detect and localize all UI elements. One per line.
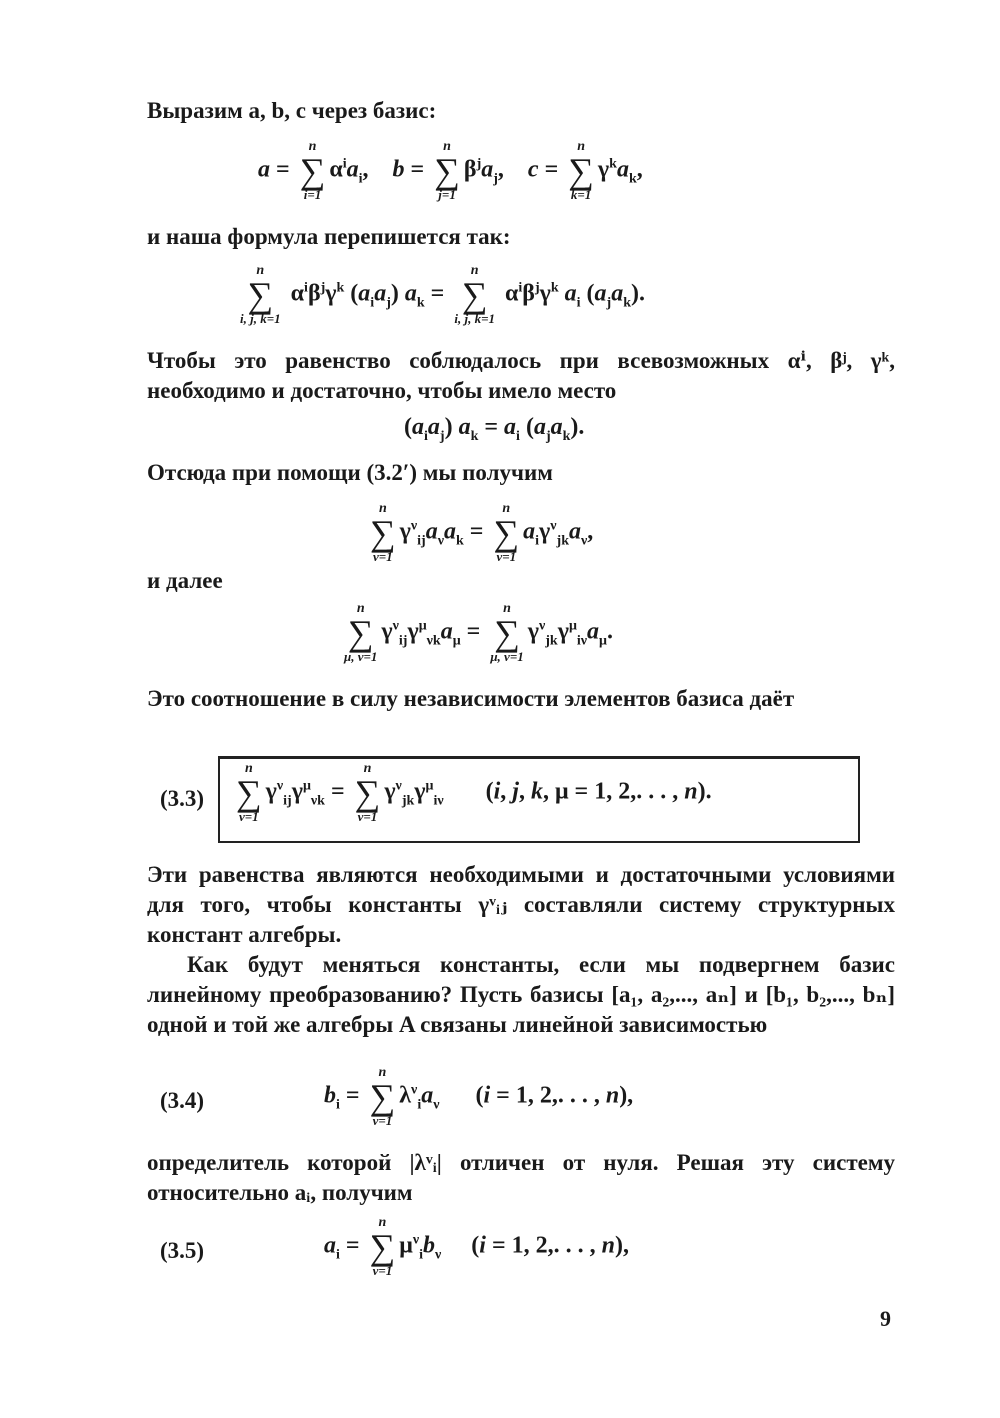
equation-number-3-3: (3.3) bbox=[160, 786, 205, 811]
equation-structure-constants-1: n ∑ ν=1 $\gamma^\nu_{ij}a_\nu a_k$ = n ∑ ν=1 $a_i\gamma^\nu_{jk}a_\nu$, bbox=[370, 501, 594, 564]
equation-number-3-5: (3.5) bbox=[160, 1238, 205, 1263]
paragraph-6: Это соотношение в силу независимости элементов базиса даёт bbox=[147, 686, 795, 711]
equation-basis-expansion: a = n ∑ i=1 $\alpha^ia_i$, b = n ∑ j=1 $\beta^ja_j$, c = n ∑ k=1 $\gamma^ka_k$, bbox=[258, 139, 643, 202]
paragraph-7: Эти равенства являются необходимыми и достаточными условиями для того, чтобы константы γᵛᵢⱼ составляли систему структурных констант алгебры. bbox=[147, 862, 895, 947]
paragraph-4: Отсюда при помощи (3.2′) мы получим bbox=[147, 460, 553, 485]
equation-3-4: $b_i$ = n ∑ ν=1 $\lambda^\nu_ia_\nu$ (i = 1, 2,. . . , n), bbox=[324, 1065, 634, 1128]
paragraph-3: Чтобы это равенство соблюдалось при всевозможных αⁱ, βʲ, γᵏ, необходимо и достаточно, чтобы имело место bbox=[147, 348, 895, 403]
paragraph-1: Выразим a, b, c через базис: bbox=[147, 98, 437, 123]
paragraph-5: и далее bbox=[147, 568, 223, 593]
paragraph-2: и наша формула перепишется так: bbox=[147, 224, 511, 249]
equation-structure-constants-2: n ∑ μ, ν=1 $\gamma^\nu_{ij}\gamma^\mu_{\nu k}a_\mu$ = n ∑ μ, ν=1 $\gamma^\nu_{jk}\gamma^\mu_{i\nu}a_\mu$. bbox=[344, 601, 613, 664]
paragraph-9: определитель которой |λᵛᵢ| отличен от нуля. Решая эту систему относительно aᵢ, получим bbox=[147, 1150, 895, 1205]
page-number: 9 bbox=[880, 1306, 891, 1331]
paragraph-8: Как будут меняться константы, если мы подвергнем базис линейному преобразованию? Пусть базисы [a₁, a₂,..., aₙ] и [b₁, b₂,..., bₙ] одной и той же алгебры A связаны линейной зависимостью bbox=[147, 952, 895, 1037]
equation-basis-associativity: $(a_ia_j) a_k = a_i$ $(a_ja_k)$. bbox=[404, 414, 585, 444]
equation-number-3-4: (3.4) bbox=[160, 1088, 205, 1113]
equation-3-3: n ∑ ν=1 $\gamma^\nu_{ij}\gamma^\mu_{\nu k}$ = n ∑ ν=1 $\gamma^\nu_{jk}\gamma^\mu_{i\nu}$ (i, j, k, μ = 1, 2,. . . , n). bbox=[236, 761, 712, 824]
equation-3-5: $a_i$ = n ∑ ν=1 $\mu^\nu_ib_\nu$ (i = 1, 2,. . . , n), bbox=[324, 1215, 629, 1278]
equation-associativity-sum: n ∑ i, j, k=1 $\alpha^i\beta^j\gamma^k$ $(a_ia_j) a_k$ = n ∑ i, j, k=1 $\alpha^i\beta^j\gamma^k$ $a_i$ $(a_ja_k)$. bbox=[240, 263, 645, 326]
